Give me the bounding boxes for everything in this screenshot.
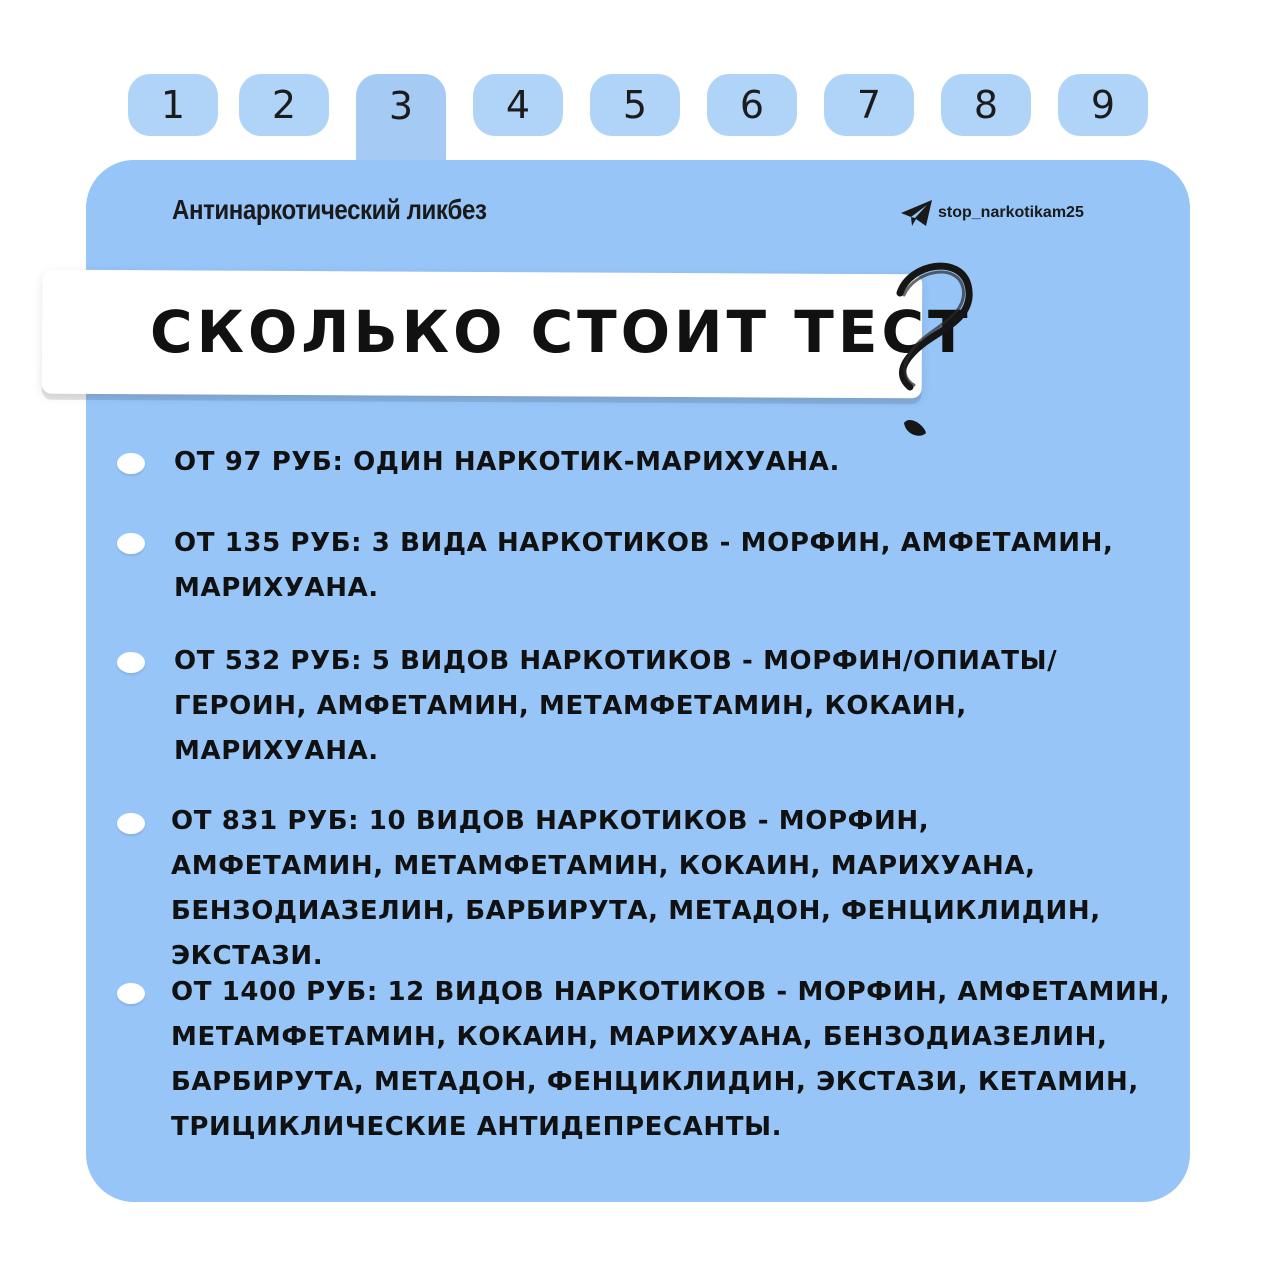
tab-label: 9 (1090, 83, 1116, 127)
page-title: СКОЛЬКО СТОИТ ТЕСТ (150, 298, 972, 366)
list-item-text: ОТ 97 РУБ: ОДИН НАРКОТИК-МАРИХУАНА. (174, 447, 840, 477)
bullet-dot (117, 453, 145, 474)
tab-label: 2 (271, 83, 297, 127)
tab-label: 8 (973, 83, 999, 127)
tab-label: 5 (622, 83, 648, 127)
tab-label: 3 (388, 84, 414, 128)
tab-label: 4 (505, 83, 531, 127)
bullet-dot (117, 533, 145, 554)
tab-label: 1 (160, 83, 186, 127)
list-item-text: ОТ 831 РУБ: 10 ВИДОВ НАРКОТИКОВ - МОРФИН, АМФЕТАМИН, МЕТАМФЕТАМИН, КОКАИН, МАРИХУАНА, БЕНЗОДИАЗЕЛИН, БАРБИРУТА, МЕТАДОН, ФЕНЦИКЛИДИН, ЭКСТАЗИ. (171, 806, 1101, 971)
tab-label: 6 (739, 83, 765, 127)
bullet-dot (117, 813, 145, 834)
bullet-dot (117, 983, 145, 1004)
list-item-text: ОТ 135 РУБ: 3 ВИДА НАРКОТИКОВ - МОРФИН, АМФЕТАМИН, МАРИХУАНА. (174, 528, 1114, 603)
list-item-text: ОТ 1400 РУБ: 12 ВИДОВ НАРКОТИКОВ - МОРФИН, АМФЕТАМИН, МЕТАМФЕТАМИН, КОКАИН, МАРИХУАНА, БЕНЗОДИАЗЕЛИН, БАРБИРУТА, МЕТАДОН, ФЕНЦИКЛИДИН, ЭКСТАЗИ, КЕТАМИН, ТРИЦИКЛИЧЕСКИЕ АНТИДЕПРЕСАНТЫ. (171, 977, 1171, 1142)
series-title: Антинаркотический ликбез (172, 194, 487, 225)
bullet-dot (117, 652, 145, 673)
list-item-text: ОТ 532 РУБ: 5 ВИДОВ НАРКОТИКОВ - МОРФИН/ОПИАТЫ/ ГЕРОИН, АМФЕТАМИН, МЕТАМФЕТАМИН, КОКАИН, МАРИХУАНА. (174, 646, 1058, 766)
channel-handle-text: stop_narkotikam25 (938, 204, 1084, 221)
tab-label: 7 (856, 83, 882, 127)
